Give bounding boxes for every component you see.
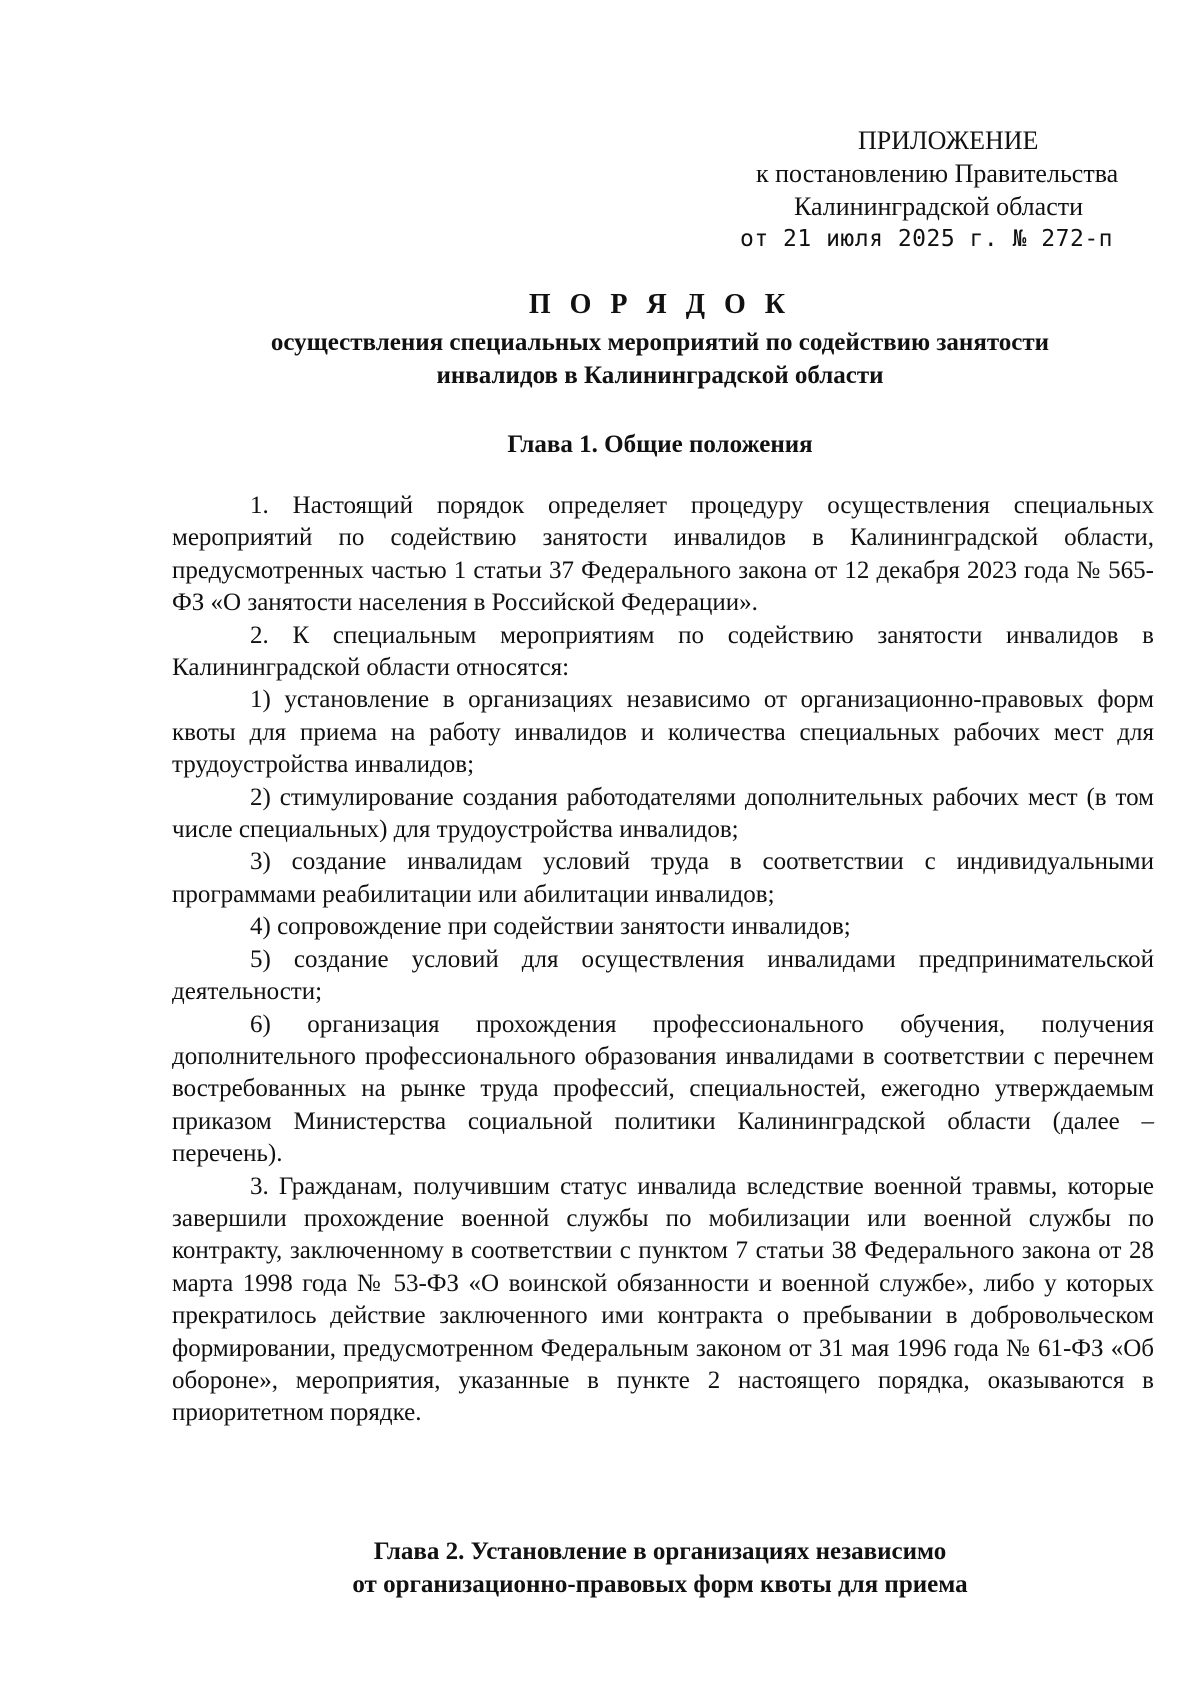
document-title-block xyxy=(165,288,1155,392)
approval-line-resolution: к постановлению Правительства xyxy=(756,159,1119,188)
paragraph-2-item-2: 2) стимулирование создания работодателями дополнительных рабочих мест (в том числе специальных) для трудоустройства инвалидов; xyxy=(172,783,1154,844)
paragraph-2: 2. К специальным мероприятиям по содействию занятости инвалидов в Калининградской области относятся: xyxy=(172,621,1154,682)
chapter-1-heading xyxy=(165,428,1155,461)
document-subtitle-line-2: инвалидов в Калининградской области xyxy=(436,362,884,389)
approval-line-date-number: от 21 июля 2025 г. № 272-п xyxy=(740,226,1114,252)
approval-line-region: Калининградской области xyxy=(794,192,1084,221)
chapter-1-heading-text: Глава 1. Общие положения xyxy=(507,431,813,458)
paragraph-2-item-1: 1) установление в организациях независимо от организационно-правовых форм квоты для приема на работу инвалидов и количества специальных рабочих мест для трудоустройства инвалидов; xyxy=(172,686,1154,779)
approval-block xyxy=(720,124,1160,256)
chapter-2-heading-line-1: Глава 2. Установление в организациях независимо xyxy=(373,1538,947,1565)
chapter-1-body xyxy=(172,490,1154,1430)
paragraph-2-item-6: 6) организация прохождения профессионального обучения, получения дополнительного профессионального образования инвалидами в соответствии с перечнем востребованных на рынке труда профессий, специальностей, ежегодно утверждаемым приказом Министерства социальной политики Калининградской области (далее – перечень). xyxy=(172,1010,1154,1168)
chapter-2-heading-line-2: от организационно-правовых форм квоты для приема xyxy=(352,1571,968,1598)
document-title: П О Р Я Д О К xyxy=(528,289,792,320)
chapter-2-heading xyxy=(165,1535,1155,1601)
approval-heading: ПРИЛОЖЕНИЕ xyxy=(858,126,1039,155)
paragraph-2-item-5: 5) создание условий для осуществления инвалидами предпринимательской деятельности; xyxy=(172,945,1154,1006)
paragraph-2-item-4: 4) сопровождение при содействии занятости инвалидов; xyxy=(250,913,851,941)
paragraph-1: 1. Настоящий порядок определяет процедуру осуществления специальных мероприятий по содействию занятости инвалидов в Калининградской области, предусмотренных частью 1 статьи 37 Федерального закона от 12 декабря 2023 года № 565-ФЗ «О занятости населения в Российской Федерации». xyxy=(172,492,1154,617)
document-subtitle-line-1: осуществления специальных мероприятий по содействию занятости xyxy=(270,329,1050,356)
document-subtitle xyxy=(165,326,1155,392)
paragraph-3: 3. Гражданам, получившим статус инвалида вследствие военной травмы, которые завершили прохождение военной службы по мобилизации или военной службы по контракту, заключенному в соответствии с пунктом 7 статьи 38 Федерального закона от 28 марта 1998 года № 53-ФЗ «О воинской обязанности и военной службе», либо у которых прекратилось действие заключенного ими контракта о пребывании в добровольческом формировании, предусмотренном Федеральным законом от 31 мая 1996 года № 61-ФЗ «Об обороне», мероприятия, указанные в пункте 2 настоящего порядка, оказываются в приоритетном порядке. xyxy=(172,1172,1154,1427)
paragraph-2-item-3: 3) создание инвалидам условий труда в соответствии с индивидуальными программами реабилитации или абилитации инвалидов; xyxy=(172,848,1154,908)
